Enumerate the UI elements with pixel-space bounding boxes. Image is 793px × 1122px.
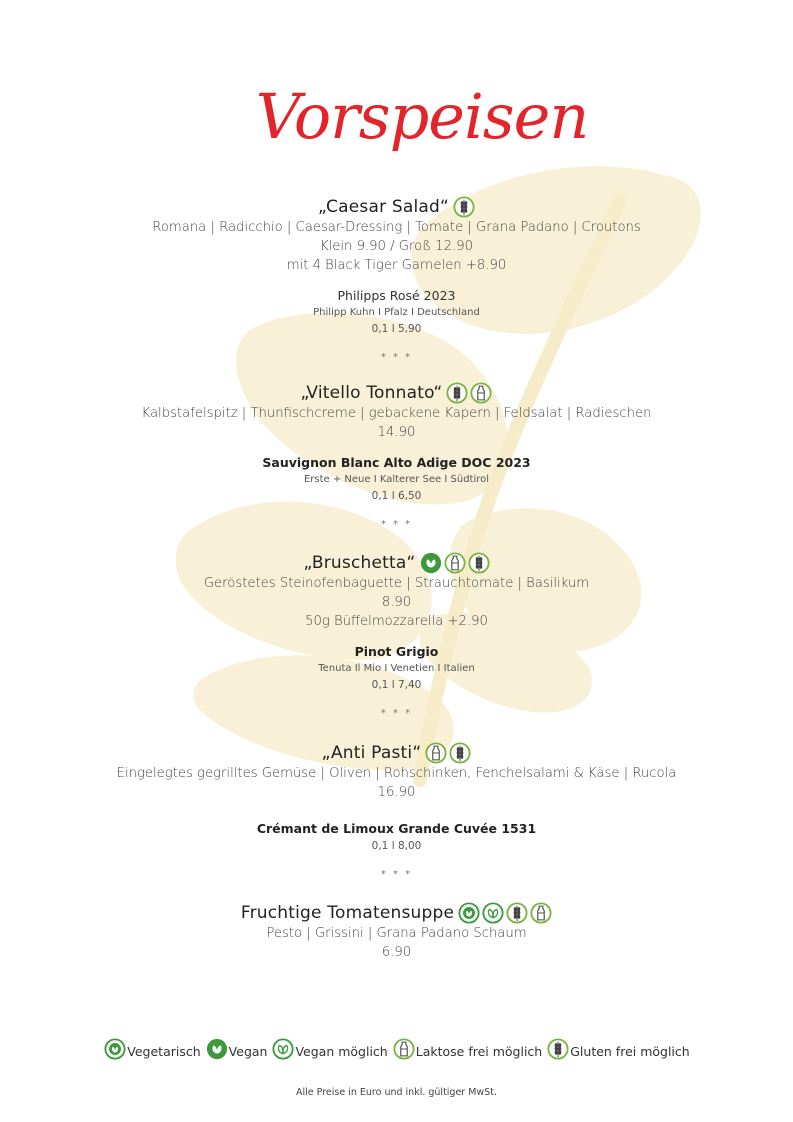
dish-caesar-salad bbox=[0, 196, 793, 365]
vegan-icon bbox=[206, 1038, 228, 1060]
gluten-free-icon bbox=[446, 382, 468, 404]
dish-extra: 50g Büffelmozzarella +2.90 bbox=[305, 614, 488, 629]
vegan-possible-icon bbox=[272, 1038, 294, 1060]
gluten-free-icon bbox=[453, 196, 475, 218]
price-footnote: Alle Preise in Euro und inkl. gültiger MwSt. bbox=[296, 1087, 497, 1098]
dish-description: Kalbstafelspitz | Thunfischcreme | gebackene Kapern | Feldsalat | Radieschen bbox=[141, 406, 652, 421]
dish-name: „Caesar Salad“ bbox=[317, 197, 450, 217]
legend-item-vegan-possible bbox=[271, 1038, 387, 1060]
dish-description: Romana | Radicchio | Caesar-Dressing | Tomate | Grana Padano | Croutons bbox=[152, 220, 641, 235]
gluten-free-icon bbox=[506, 902, 528, 924]
dish-name: „Vitello Tonnato“ bbox=[300, 383, 443, 403]
wine-price: 0,1 l 8,00 bbox=[371, 840, 422, 852]
vegetarian-icon bbox=[458, 902, 480, 924]
wine-name: Sauvignon Blanc Alto Adige DOC 2023 bbox=[262, 455, 531, 470]
wine-name: Pinot Grigio bbox=[354, 644, 439, 659]
dish-price: 14.90 bbox=[377, 425, 416, 440]
vegan-icon bbox=[420, 552, 442, 574]
dish-price: 6.90 bbox=[381, 945, 412, 960]
separator: * * * bbox=[380, 869, 413, 880]
legend-item-vegetarian bbox=[103, 1038, 200, 1060]
separator: * * * bbox=[380, 352, 413, 363]
legend-item-lactose-free bbox=[392, 1038, 543, 1060]
vegan-possible-icon bbox=[482, 902, 504, 924]
dish-name: „Anti Pasti“ bbox=[321, 743, 422, 763]
legend-label: Vegetarisch bbox=[127, 1044, 201, 1059]
lactose-free-icon bbox=[530, 902, 552, 924]
dish-name: Fruchtige Tomatensuppe bbox=[240, 903, 455, 923]
vegetarian-icon bbox=[104, 1038, 126, 1060]
page-title bbox=[0, 58, 793, 168]
allergen-legend bbox=[0, 1038, 793, 1060]
legend-label: Gluten frei möglich bbox=[570, 1044, 690, 1059]
wine-origin: Erste + Neue I Kalterer See I Südtirol bbox=[303, 474, 490, 485]
legend-label: Laktose frei möglich bbox=[415, 1044, 543, 1059]
dish-price: Klein 9.90 / Groß 12.90 bbox=[319, 239, 474, 254]
legend-label: Vegan möglich bbox=[295, 1044, 388, 1059]
lactose-free-icon bbox=[444, 552, 466, 574]
dish-description: Geröstetes Steinofenbaguette | Strauchtomate | Basilikum bbox=[203, 576, 590, 591]
gluten-free-icon bbox=[547, 1038, 569, 1060]
wine-name: Crémant de Limoux Grande Cuvée 1531 bbox=[256, 821, 537, 836]
dish-price: 16.90 bbox=[377, 785, 416, 800]
wine-origin: Philipp Kuhn I Pfalz I Deutschland bbox=[313, 307, 480, 318]
gluten-free-icon bbox=[449, 742, 471, 764]
lactose-free-icon bbox=[470, 382, 492, 404]
legend-label: Vegan bbox=[228, 1044, 268, 1059]
dish-price: 8.90 bbox=[381, 595, 412, 610]
gluten-free-icon bbox=[468, 552, 490, 574]
separator: * * * bbox=[380, 519, 413, 530]
dish-name: „Bruschetta“ bbox=[303, 553, 416, 573]
dish-extra: mit 4 Black Tiger Garnelen +8.90 bbox=[286, 258, 507, 273]
dish-anti-pasti bbox=[0, 742, 793, 882]
dish-tomatensuppe bbox=[0, 902, 793, 962]
lactose-free-icon bbox=[393, 1038, 415, 1060]
wine-name: Philipps Rosé 2023 bbox=[337, 288, 456, 303]
dish-description: Pesto | Grissini | Grana Padano Schaum bbox=[266, 926, 527, 941]
wine-origin: Tenuta Il Mio I Venetien I Italien bbox=[318, 663, 475, 674]
page-title-text: Vorspeisen bbox=[255, 80, 589, 153]
dish-bruschetta bbox=[0, 552, 793, 721]
dish-description: Eingelegtes gegrilltes Gemüse | Oliven | Rohschinken, Fenchelsalami & Käse | Rucola bbox=[116, 766, 677, 781]
separator: * * * bbox=[380, 708, 413, 719]
wine-price: 0,1 l 6,50 bbox=[371, 490, 422, 502]
legend-item-gluten-free bbox=[546, 1038, 689, 1060]
wine-price: 0,1 l 5,90 bbox=[371, 323, 422, 335]
wine-price: 0,1 l 7,40 bbox=[371, 679, 422, 691]
dish-vitello-tonnato bbox=[0, 382, 793, 532]
legend-item-vegan bbox=[205, 1038, 268, 1060]
lactose-free-icon bbox=[425, 742, 447, 764]
